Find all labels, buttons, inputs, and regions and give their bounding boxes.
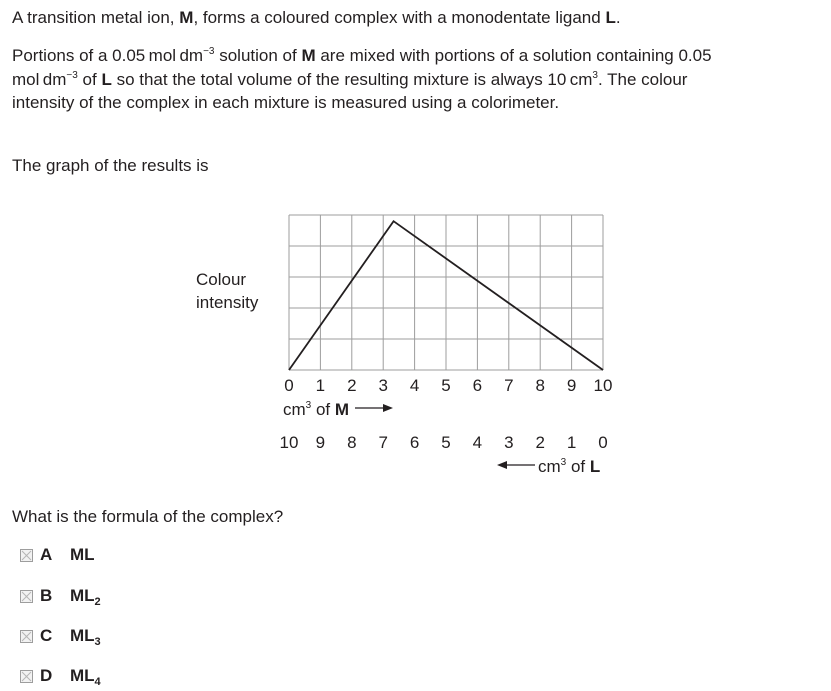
intro-text: . [615, 8, 621, 27]
option-letter: A [40, 545, 53, 564]
x-ticks-M [284, 376, 612, 395]
x-tick-label-L: 2 [535, 433, 545, 452]
cross-icon [21, 631, 32, 642]
right-arrow-icon [355, 402, 393, 414]
option-d[interactable] [20, 665, 101, 687]
method-text: solution of [214, 46, 302, 65]
option-a[interactable] [20, 544, 95, 566]
metal-symbol: M [334, 400, 350, 419]
method-text: so that the total volume of the resulting mixture is always 10 cm [111, 69, 593, 89]
formula-subscript: 2 [94, 596, 101, 608]
x-tick-label-L: 5 [441, 433, 451, 452]
option-letter: B [40, 586, 53, 605]
option-letter: D [40, 666, 53, 685]
x-tick-label-L: 8 [347, 433, 357, 452]
x-tick-label-L: 3 [504, 433, 514, 452]
x-tick-label-M: 6 [472, 376, 483, 395]
x-tick-label-M: 5 [441, 376, 451, 395]
x-axis-label-L [497, 457, 600, 477]
axis-of: of [566, 457, 590, 476]
graph-intro: The graph of the results is [12, 156, 209, 175]
x-tick-label-M: 10 [593, 376, 613, 395]
cross-icon [21, 591, 32, 602]
formula-base: ML [70, 545, 95, 564]
ligand-symbol: L [101, 69, 112, 89]
intro-text: A transition metal ion, [12, 8, 180, 27]
chart-grid [289, 215, 603, 370]
axis-unit: cm [538, 457, 561, 476]
x-tick-label-L: 6 [409, 433, 420, 452]
metal-symbol: M [301, 46, 316, 65]
ligand-symbol: L [605, 8, 616, 27]
x-ticks-L [280, 433, 608, 452]
option-formula [70, 545, 95, 565]
option-c[interactable] [20, 625, 101, 647]
formula-subscript: 3 [94, 636, 101, 648]
x-tick-label-L: 0 [598, 433, 608, 452]
x-tick-label-M: 7 [504, 376, 514, 395]
axis-of: of [311, 400, 335, 419]
option-b[interactable] [20, 585, 101, 607]
x-tick-label-L: 4 [472, 433, 483, 452]
question-text: What is the formula of the complex? [12, 507, 284, 526]
x-tick-label-M: 0 [284, 376, 294, 395]
formula-base: ML [70, 586, 95, 605]
exponent: 3 [305, 400, 312, 411]
x-tick-label-M: 9 [566, 376, 577, 395]
x-tick-label-M: 2 [347, 376, 357, 395]
x-tick-label-M: 1 [315, 376, 326, 395]
exponent: 3 [560, 457, 567, 468]
option-formula [70, 666, 101, 686]
left-arrow-icon [497, 459, 535, 471]
option-formula [70, 586, 101, 606]
cross-icon [21, 550, 32, 561]
y-axis-label-line2: intensity [196, 293, 259, 312]
x-tick-label-L: 10 [279, 433, 299, 452]
exponent: −3 [66, 69, 78, 81]
method-text: Portions of a 0.05 mol dm [12, 46, 204, 65]
exponent: 3 [592, 69, 598, 81]
x-tick-label-L: 9 [315, 433, 326, 452]
option-letter: C [40, 626, 53, 645]
method-text: . The colour intensity of the complex in each mixture is measured using a colorimeter. [12, 69, 688, 112]
axis-unit: cm [283, 400, 306, 419]
x-tick-label-M: 4 [409, 376, 420, 395]
checkbox[interactable] [20, 670, 33, 683]
metal-symbol: M [179, 8, 194, 27]
option-formula [70, 626, 101, 646]
cross-icon [21, 671, 32, 682]
x-tick-label-M: 8 [535, 376, 545, 395]
x-tick-label-M: 3 [378, 376, 388, 395]
checkbox[interactable] [20, 630, 33, 643]
x-tick-label-L: 7 [378, 433, 388, 452]
intro-text: , forms a coloured complex with a monodentate ligand [193, 8, 606, 27]
exponent: −3 [203, 46, 215, 57]
formula-subscript: 4 [94, 676, 101, 688]
method-text: of [77, 69, 102, 89]
method-paragraph [12, 44, 732, 115]
y-axis-label-line1: Colour [196, 270, 247, 289]
x-tick-label-L: 1 [566, 433, 577, 452]
intro-paragraph [12, 6, 621, 30]
checkbox[interactable] [20, 590, 33, 603]
checkbox[interactable] [20, 549, 33, 562]
x-axis-label-M [283, 400, 393, 420]
formula-base: ML [70, 626, 95, 645]
ligand-symbol: L [589, 457, 601, 476]
y-axis-label [196, 268, 258, 314]
method-text: are mixed with portions of a solution containing 0.05 mol dm [12, 46, 715, 89]
formula-base: ML [70, 666, 95, 685]
